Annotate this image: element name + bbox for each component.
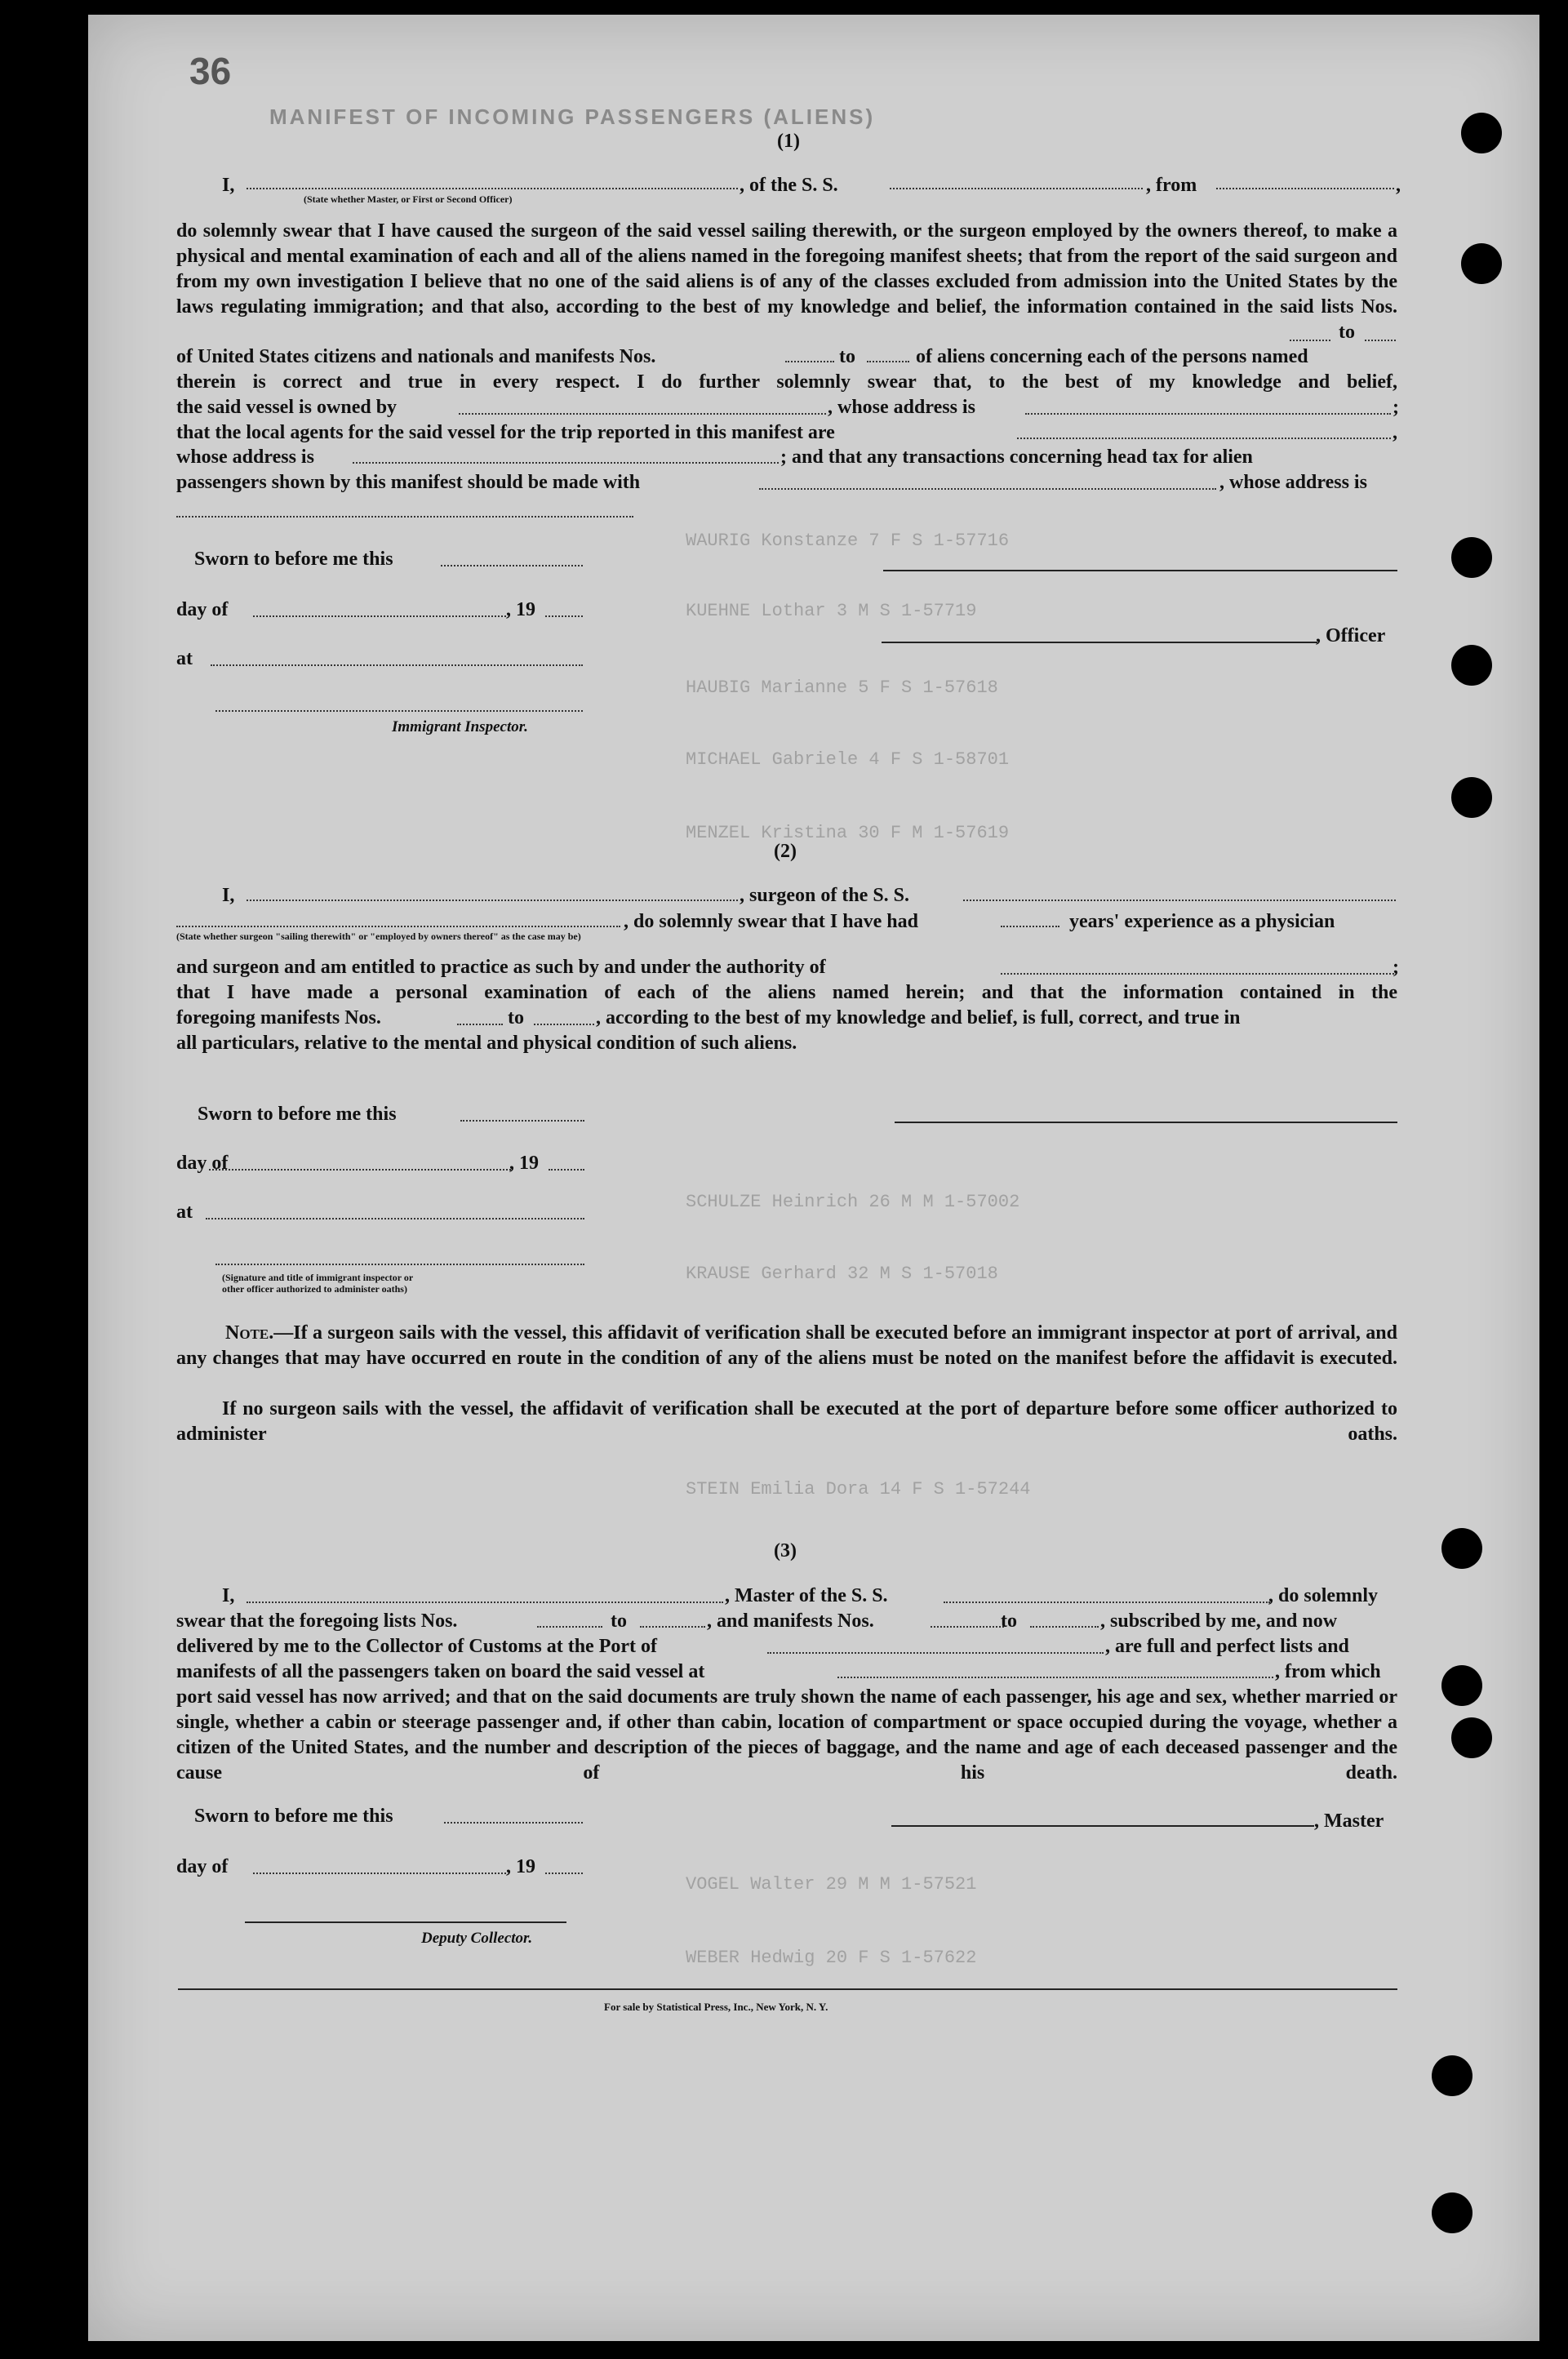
row-exam [176,980,1397,1006]
oath-paragraph-1 [176,219,1397,345]
manifests-from-field[interactable] [931,1626,1004,1628]
faint-header: MANIFEST OF INCOMING PASSENGERS (ALIENS) [269,104,876,129]
label-surgeon-ss: , surgeon of the S. S. [740,885,910,906]
row-delivered-end: , are full and perfect lists and [1105,1636,1349,1657]
comma: , [1393,422,1397,443]
section-3-number: (3) [774,1540,797,1562]
master-vessel-field[interactable] [944,1602,1270,1603]
row-foregoing-end: , according to the best of my knowledge and belief, is full, correct, and true in [596,1007,1241,1028]
year-label: , 19 [506,599,535,620]
manifests-to-field[interactable] [1030,1626,1099,1628]
bleed-through-text: SCHULZE Heinrich 26 M M 1-57002 [686,1192,1020,1212]
year-label: , 19 [509,1153,539,1174]
row-swear: swear that the foregoing lists Nos. [176,1610,458,1632]
bleed-through-text: MICHAEL Gabriele 4 F S 1-58701 [686,749,1010,770]
row-delivered: delivered by me to the Collector of Customs at the Port of [176,1636,657,1657]
year-label: , 19 [506,1856,535,1877]
punch-hole [1432,2192,1472,2233]
row-swear-mid: , and manifests Nos. [707,1610,874,1632]
label-i: I, [222,1585,235,1606]
lists-to-field[interactable] [640,1626,705,1628]
row-us-end: of aliens concerning each of the persons named [916,346,1308,367]
note-text: —If a surgeon sails with the vessel, this affidavit of verification shall be executed before an immigrant inspector at port of arrival, and any changes that may have occurred en route in the condition of any of the aliens must be noted on the manifest before the affidavit is executed. [176,1322,1397,1369]
sworn-date-field[interactable] [444,1822,583,1824]
master-name-field[interactable] [247,1602,723,1603]
collector-label: Deputy Collector. [421,1930,533,1947]
row-whose-end: ; and that any transactions concerning head tax for alien [780,446,1253,468]
label-to: to [611,1610,627,1632]
head-tax-address-field[interactable] [176,516,633,518]
row-exam-text: that I have made a personal examination of each of the aliens named herein; and that the information contained in the [176,982,1397,1003]
bleed-through-text: VOGEL Walter 29 M M 1-57521 [686,1874,977,1895]
agents-field[interactable] [1017,438,1391,439]
row-owned-address: , whose address is [828,397,975,418]
master-oath-paragraph [176,1685,1397,1786]
officer-signature-line[interactable] [883,570,1397,571]
lists-from-field[interactable] [1290,340,1330,341]
footer-rule [178,1988,1397,1990]
inspector-signature-line[interactable] [215,1264,584,1265]
sworn-date-field[interactable] [460,1120,584,1122]
row-all: all particulars, relative to the mental and physical condition of such aliens. [176,1033,797,1054]
master-signature-line[interactable] [891,1825,1314,1827]
bleed-through-text: STEIN Emilia Dora 14 F S 1-57244 [686,1479,1031,1499]
row-therein-text: therein is correct and true in every respect. I do further solemnly swear that, to the best of my knowledge and belief, [176,371,1397,393]
sworn-label: Sworn to before me this [194,1806,393,1827]
label-from: , from [1146,175,1197,196]
surgeon-name-field[interactable] [247,900,738,901]
day-of-field[interactable] [209,1169,511,1171]
officer-name-field[interactable] [247,188,738,189]
bleed-through-text: WEBER Hedwig 20 F S 1-57622 [686,1948,977,1968]
from-port-field[interactable] [1216,188,1394,189]
at-label: at [176,1202,193,1223]
section-1-number: (1) [777,131,800,152]
punch-hole [1432,2055,1472,2096]
row-foregoing: foregoing manifests Nos. [176,1007,381,1028]
punch-hole [1461,243,1502,284]
signature-note-2: other officer authorized to administer oaths) [222,1283,407,1295]
boarding-port-field[interactable] [837,1677,1273,1678]
surgeon-note: (State whether surgeon "sailing therewith" or "employed by owners thereof" as the case may be) [176,931,581,942]
inspector-label: Immigrant Inspector. [392,718,528,735]
row-swear-end: , subscribed by me, and now [1100,1610,1338,1632]
label-solemnly: , do solemnly [1268,1585,1379,1606]
oath-paragraph-text: do solemnly swear that I have caused the surgeon of the said vessel sailing therewith, or the surgeon employed by the owners thereof, to make a physical and mental examination of each and all of the aliens named in the foregoing manifest sheets; that from the report of the said surgeon and from my own investigation I believe that no one of the said aliens is of any of the classes excluded from admission into the United States by the laws regulating immigration; and that also, according to the best of my knowledge and belief, the information contained in the said lists Nos. [176,220,1397,318]
surgeon-status-field[interactable] [176,926,620,927]
semicolon: ; [1393,957,1399,978]
note-label: Note. [225,1322,274,1344]
at-field[interactable] [211,664,583,666]
bleed-through-text: MENZEL Kristina 30 F M 1-57619 [686,823,1010,843]
master-oath-text: port said vessel has now arrived; and that on the said documents are truly shown the name of each passenger, his age and sex, whether married or single, whether a cabin or steerage passenger and, if other than cabin, location of compartment or space occupied during the voyage, whether a citizen of the United States, and the number and description of the pieces of baggage, and the name and age of each deceased passenger and the cause of his death. [176,1686,1397,1784]
page-number: 36 [189,50,232,92]
year-field[interactable] [545,1873,583,1874]
sworn-label: Sworn to before me this [198,1104,397,1125]
label-i: I, [222,885,235,906]
row-whose: whose address is [176,446,314,468]
semicolon: ; [1393,397,1399,418]
officer-title-line[interactable] [882,642,1317,643]
manifests-from-field[interactable] [785,361,834,362]
port-field[interactable] [767,1652,1104,1654]
lists-to-field[interactable] [1365,340,1396,341]
row-agents: that the local agents for the said vessel for the trip reported in this manifest are [176,422,835,443]
punch-hole [1461,113,1502,153]
owner-address-field[interactable] [1025,413,1391,415]
bleed-through-text: KUEHNE Lothar 3 M S 1-57719 [686,601,977,621]
row-manifests: manifests of all the passengers taken on board the said vessel at [176,1661,705,1682]
bleed-through-text: KRAUSE Gerhard 32 M S 1-57018 [686,1264,998,1284]
years-field[interactable] [1001,926,1059,927]
comma: , [1396,175,1401,196]
note-2-text: If no surgeon sails with the vessel, the affidavit of verification shall be executed at the port of departure before some officer authorized to administer oaths. [176,1398,1397,1445]
note-paragraph-2 [176,1397,1397,1447]
label-to: to [1001,1610,1017,1632]
day-of-label: day of [176,1856,229,1877]
bleed-through-text: HAUBIG Marianne 5 F S 1-57618 [686,677,998,698]
year-field[interactable] [549,1169,584,1171]
punch-hole [1451,1717,1492,1758]
day-of-label: day of [176,1153,229,1174]
punch-hole [1451,777,1492,818]
day-of-field[interactable] [253,615,506,617]
inspector-signature-line[interactable] [215,710,583,712]
agents-address-field[interactable] [353,462,779,464]
punch-hole [1451,537,1492,578]
row-manifests-end: , from which [1275,1661,1381,1682]
at-label: at [176,648,193,669]
punch-hole [1441,1528,1482,1569]
row-therein [176,370,1397,395]
row-passengers: passengers shown by this manifest should be made with [176,472,641,493]
bleed-through-text: WAURIG Konstanze 7 F S 1-57716 [686,531,1010,551]
at-field[interactable] [206,1218,584,1219]
row-owned: the said vessel is owned by [176,397,398,418]
row-us-citizens: of United States citizens and nationals and manifests Nos. [176,346,656,367]
foregoing-to-field[interactable] [534,1024,594,1025]
lists-from-field[interactable] [537,1626,602,1628]
label-to: to [508,1007,524,1028]
label-master-ss: , Master of the S. S. [725,1585,888,1606]
owner-field[interactable] [459,413,826,415]
footer-printer: For sale by Statistical Press, Inc., New York, N. Y. [604,2001,828,2013]
collector-signature-line[interactable] [245,1921,566,1923]
label-to: to [839,346,855,367]
officer-label: , Officer [1316,625,1386,646]
row-passengers-end: , whose address is [1219,472,1367,493]
note-paragraph [176,1321,1397,1397]
day-of-label: day of [176,599,229,620]
master-label: , Master [1314,1810,1384,1832]
label-to: to [1339,322,1355,343]
label-i: I, [222,175,235,196]
authority-field[interactable] [1001,973,1394,975]
punch-hole [1451,645,1492,686]
day-of-field[interactable] [253,1873,506,1874]
year-field[interactable] [545,615,583,617]
surgeon-vessel-field[interactable] [963,900,1396,901]
foregoing-from-field[interactable] [457,1024,503,1025]
years-experience: years' experience as a physician [1069,911,1335,932]
punch-hole [1441,1665,1482,1706]
section-2-number: (2) [774,841,797,862]
manifests-to-field[interactable] [867,361,909,362]
head-tax-field[interactable] [759,488,1216,490]
sworn-label: Sworn to before me this [194,549,393,570]
surgeon-signature-line[interactable] [895,1122,1397,1123]
vessel-name-field[interactable] [890,188,1143,189]
row-authority: and surgeon and am entitled to practice as such by and under the authority of [176,957,826,978]
officer-note: (State whether Master, or First or Second Officer) [304,193,513,205]
surgeon-swear: , do solemnly swear that I have had [624,911,918,932]
signature-note-1: (Signature and title of immigrant inspector or [222,1272,414,1283]
sworn-date-field[interactable] [441,565,583,566]
label-of-ss: , of the S. S. [740,175,838,196]
